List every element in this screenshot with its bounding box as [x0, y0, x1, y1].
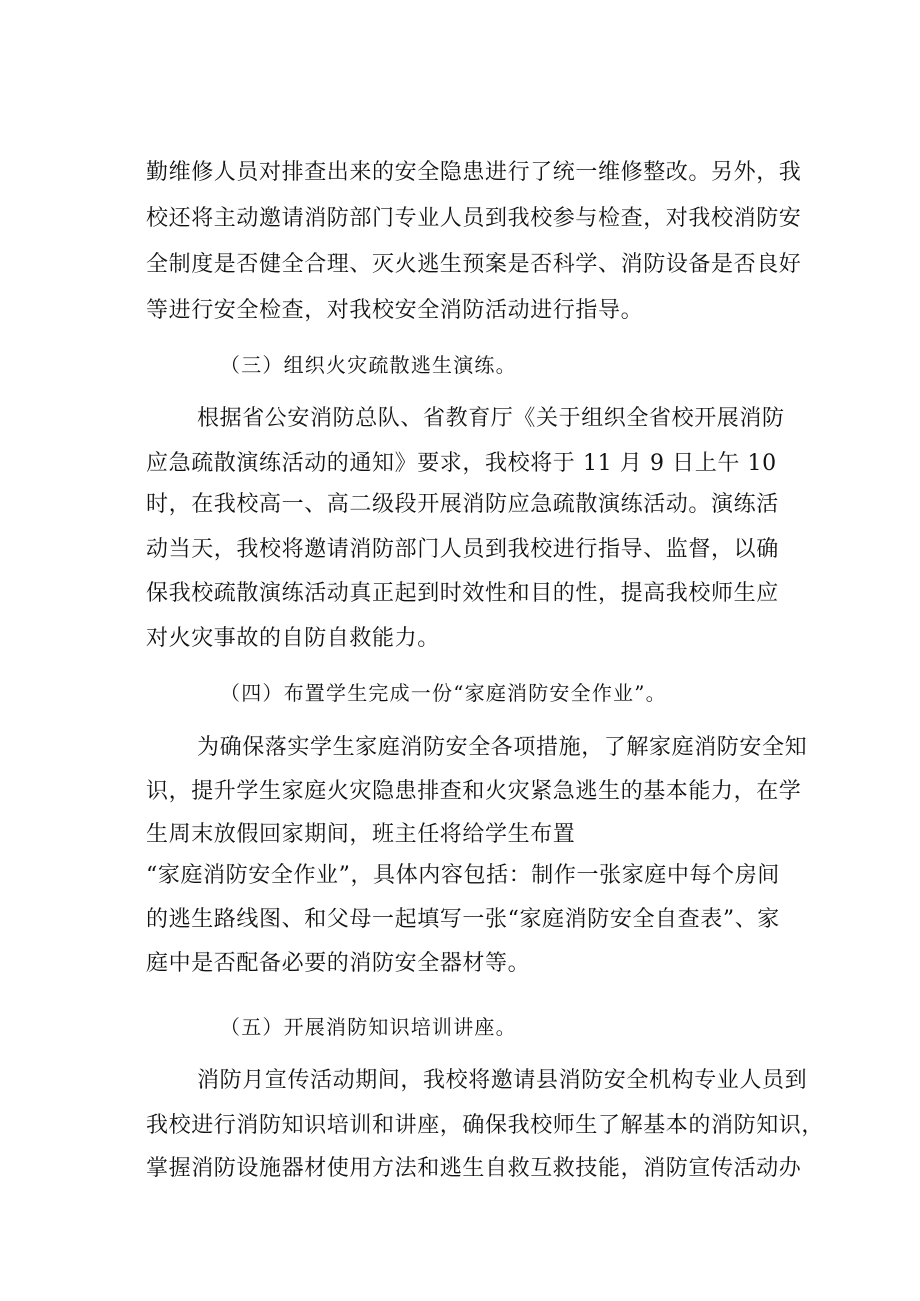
section-heading-5: （五）开展消防知识培训讲座。 [220, 1015, 517, 1039]
paragraph-1-line-1: 勤维修人员对排查出来的安全隐患进行了统一维修整改。另外，我 [146, 160, 802, 185]
section-heading-3: （三）组织火灾疏散逃生演练。 [220, 353, 517, 377]
paragraph-4-line-2: 我校进行消防知识培训和讲座，确保我校师生了解基本的消防知识， [146, 1113, 825, 1138]
paragraph-3-line-5: 的逃生路线图、和父母一起填写一张“家庭消防安全自查表”、家 [146, 907, 780, 932]
paragraph-4-line-1: 消防月宣传活动期间，我校将邀请县消防安全机构专业人员到 [197, 1068, 808, 1093]
paragraph-2-line-1: 根据省公安消防总队、省教育厅《关于组织全省校开展消防 [197, 406, 785, 431]
paragraph-1-line-3: 全制度是否健全合理、灭火逃生预案是否科学、消防设备是否良好 [146, 252, 802, 277]
paragraph-2-line-6: 对火灾事故的自防自救能力。 [146, 626, 440, 651]
paragraph-2-line-4: 动当天，我校将邀请消防部门人员到我校进行指导、监督，以确 [146, 537, 779, 562]
paragraph-3-line-4: “家庭消防安全作业”，具体内容包括：制作一张家庭中每个房间 [146, 863, 780, 888]
paragraph-3-line-2: 识，提升学生家庭火灾隐患排查和火灾紧急逃生的基本能力，在学 [146, 779, 802, 804]
paragraph-1-line-4: 等进行安全检查，对我校安全消防活动进行指导。 [146, 298, 644, 323]
paragraph-2-line-3: 时，在我校高一、高二级段开展消防应急疏散演练活动。演练活 [146, 492, 779, 517]
paragraph-2-line-2: 应急疏散演练活动的通知》要求，我校将于 11 月 9 日上午 10 [146, 451, 777, 476]
paragraph-4-line-3: 掌握消防设施器材使用方法和逃生自救互救技能，消防宣传活动办 [146, 1156, 802, 1181]
paragraph-2-line-5: 保我校疏散演练活动真正起到时效性和目的性，提高我校师生应 [146, 581, 779, 606]
section-heading-4: （四）布置学生完成一份“家庭消防安全作业”。 [220, 681, 667, 705]
paragraph-1-line-2: 校还将主动邀请消防部门专业人员到我校参与检查，对我校消防安 [146, 206, 802, 231]
paragraph-3-line-3: 生周末放假回家期间，班主任将给学生布置 [146, 822, 576, 847]
paragraph-3-line-1: 为确保落实学生家庭消防安全各项措施，了解家庭消防安全知 [197, 735, 808, 760]
paragraph-3-line-6: 庭中是否配备必要的消防安全器材等。 [146, 951, 531, 976]
